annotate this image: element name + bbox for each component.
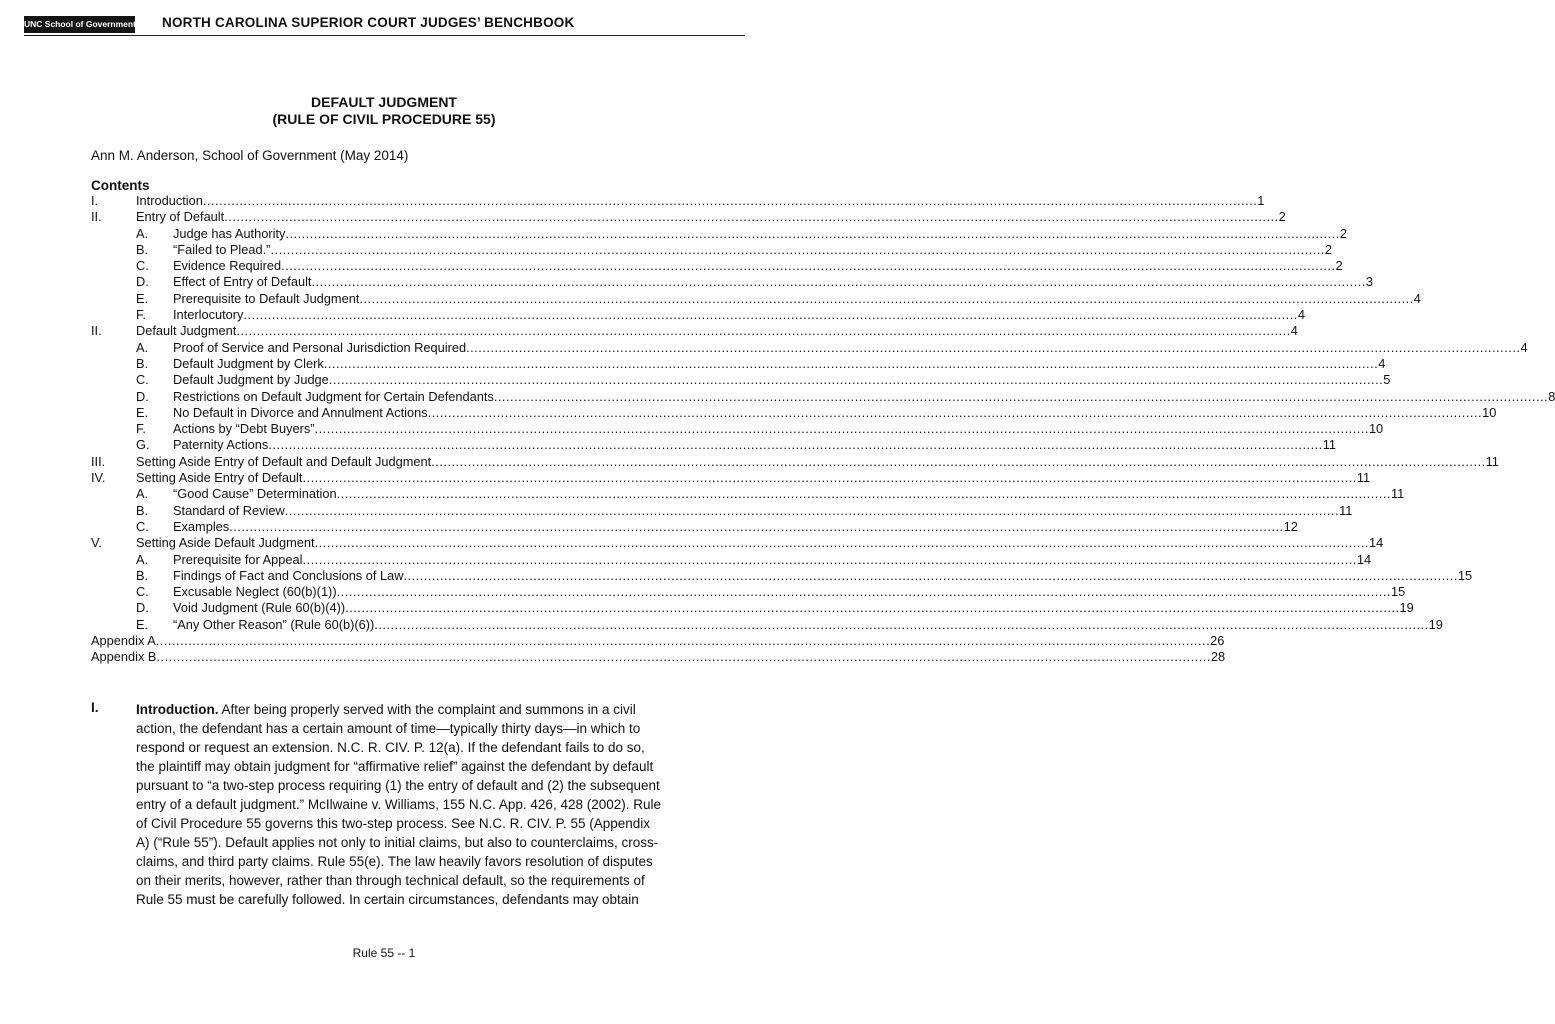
section-heading: Introduction. xyxy=(136,702,219,717)
paragraph-line xyxy=(136,776,681,795)
toc-entry-page: 2 xyxy=(1278,209,1286,225)
toc-entry-number: F. xyxy=(136,307,146,323)
paragraph-line-text: Rule 55 must be carefully followed. In certain circumstances, defendants may obtain xyxy=(136,892,639,907)
paragraph-line xyxy=(136,700,681,719)
toc-entry-page: 28 xyxy=(1210,649,1226,665)
toc-entry-number: IV. xyxy=(91,470,106,486)
toc-entry-title: Paternity Actions xyxy=(173,437,269,453)
toc-entry-title: Default Judgment xyxy=(136,323,237,339)
toc-entry-title: Findings of Fact and Conclusions of Law xyxy=(173,567,404,583)
toc-entry-page: 1 xyxy=(1257,193,1265,208)
toc-entry-title: Effect of Entry of Default xyxy=(173,274,312,290)
toc-entry-number: II. xyxy=(91,209,102,225)
toc-dot-leader: .................................................................................................................................................................................................................................................................... xyxy=(466,339,1521,355)
toc-entry-page: 11 xyxy=(1391,486,1405,502)
toc-entry-page: 14 xyxy=(1356,551,1372,567)
toc-entry-number: A. xyxy=(136,225,149,241)
toc-entry-number: D. xyxy=(136,274,149,290)
toc-entry-page: 4 xyxy=(1413,290,1421,306)
toc-dot-leader: .................................................................................................................................................................................................................................................................... xyxy=(243,307,1298,323)
toc-entry-title: Setting Aside Default Judgment xyxy=(136,535,315,551)
paragraph-line xyxy=(136,738,681,757)
toc-entry-number: A. xyxy=(136,486,149,502)
toc-entry-number: C. xyxy=(136,584,149,600)
toc-dot-leader: .................................................................................................................................................................................................................................................................... xyxy=(403,567,1458,583)
toc-dot-leader: .................................................................................................................................................................................................................................................................... xyxy=(336,584,1391,600)
toc-entry-number: III. xyxy=(91,453,106,469)
toc-entry-title: Default Judgment by Judge xyxy=(173,372,329,388)
toc-entry-page: 10 xyxy=(1482,404,1497,420)
paragraph-line xyxy=(136,833,681,852)
toc-entry-title: Appendix A xyxy=(91,633,156,649)
toc-entry-title: “Any Other Reason” (Rule 60(b)(6)) xyxy=(173,616,375,632)
section-number: I. xyxy=(91,700,99,715)
toc-entry xyxy=(0,518,1298,535)
paragraph-line xyxy=(136,852,681,871)
toc-entry-title: Excusable Neglect (60(b)(1)) xyxy=(173,584,337,600)
toc-entry xyxy=(0,421,1384,437)
toc-entry-number: C. xyxy=(136,518,149,534)
paragraph-line xyxy=(136,719,681,738)
toc-entry-number: B. xyxy=(136,567,149,583)
toc-dot-leader: .................................................................................................................................................................................................................................................................... xyxy=(323,355,1379,371)
toc-dot-leader: .................................................................................................................................................................................................................................................................... xyxy=(302,470,1357,486)
paragraph-line xyxy=(136,757,681,776)
toc-entry xyxy=(0,404,1497,421)
page-footer: Rule 55 -- 1 xyxy=(352,946,416,960)
toc-entry-page: 19 xyxy=(1428,616,1443,632)
toc-entry-page: 4 xyxy=(1378,355,1386,371)
paragraph-line-text: After being properly served with the complaint and summons in a civil xyxy=(221,702,636,717)
toc-entry xyxy=(0,193,1265,209)
toc-dot-leader: .................................................................................................................................................................................................................................................................... xyxy=(311,274,1366,290)
toc-entry-title: Setting Aside Entry of Default and Default Judgment xyxy=(136,453,432,469)
toc-entry xyxy=(0,290,1421,307)
toc-entry xyxy=(0,567,1473,584)
toc-entry xyxy=(0,551,1372,568)
toc-entry xyxy=(0,437,1337,453)
toc-entry xyxy=(0,502,1353,519)
paragraph-line xyxy=(136,890,681,909)
toc-entry-title: “Failed to Plead.” xyxy=(173,241,271,257)
toc-entry xyxy=(0,355,1386,372)
toc-entry-page: 8 xyxy=(1548,388,1555,404)
toc-entry-page: 4 xyxy=(1520,339,1528,355)
paragraph-line xyxy=(136,814,681,833)
toc-dot-leader: .................................................................................................................................................................................................................................................................... xyxy=(155,633,1211,649)
toc-entry xyxy=(0,535,1384,551)
toc-entry-page: 2 xyxy=(1339,225,1347,241)
toc-dot-leader: .................................................................................................................................................................................................................................................................... xyxy=(314,421,1369,437)
toc-entry-title: Entry of Default xyxy=(136,209,225,225)
toc-dot-leader: .................................................................................................................................................................................................................................................................... xyxy=(202,193,1258,208)
paragraph-line-text: of Civil Procedure 55 governs this two-step process. See N.C. R. CIV. P. 55 (Appendix xyxy=(136,816,651,831)
paragraph-line-text: on their merits, however, rather than through technical default, so the requirements of xyxy=(136,873,645,888)
toc-entry xyxy=(0,633,1225,649)
header-divider xyxy=(24,35,745,36)
toc-entry-number: G. xyxy=(136,437,150,453)
toc-entry-page: 11 xyxy=(1339,502,1353,518)
toc-entry xyxy=(0,258,1343,274)
toc-dot-leader: .................................................................................................................................................................................................................................................................... xyxy=(359,290,1414,306)
toc-dot-leader: .................................................................................................................................................................................................................................................................... xyxy=(268,437,1323,453)
toc-entry-number: A. xyxy=(136,339,149,355)
document-title: DEFAULT JUDGMENT xyxy=(311,94,457,110)
toc-entry-title: Evidence Required xyxy=(173,258,282,274)
toc-dot-leader: .................................................................................................................................................................................................................................................................... xyxy=(374,616,1429,632)
contents-heading: Contents xyxy=(91,178,150,193)
toc-entry-title: No Default in Divorce and Annulment Actions xyxy=(173,404,428,420)
toc-entry-title: Setting Aside Entry of Default xyxy=(136,470,303,486)
toc-entry-title: Examples xyxy=(173,518,230,534)
toc-entry-number: F. xyxy=(136,421,146,437)
benchbook-title: NORTH CAROLINA SUPERIOR COURT JUDGES’ BENCHBOOK xyxy=(162,15,575,30)
toc-entry-title: “Good Cause” Determination xyxy=(173,486,337,502)
toc-entry-number: B. xyxy=(136,355,149,371)
paragraph-line-text: entry of a default judgment.” McIlwaine v. Williams, 155 N.C. App. 426, 428 (2002). Rule xyxy=(136,797,662,812)
toc-entry xyxy=(0,388,1555,405)
toc-entry xyxy=(0,486,1405,502)
toc-entry-title: Proof of Service and Personal Jurisdiction Required xyxy=(173,339,467,355)
toc-entry-number: I. xyxy=(91,193,99,208)
toc-entry-title: Standard of Review xyxy=(173,502,285,518)
toc-entry-title: Prerequisite for Appeal xyxy=(173,551,303,567)
toc-entry-number: E. xyxy=(136,404,149,420)
toc-entry xyxy=(0,453,1499,470)
paragraph-line xyxy=(136,871,681,890)
toc-entry-title: Void Judgment (Rule 60(b)(4)) xyxy=(173,600,346,616)
toc-entry-number: B. xyxy=(136,241,149,257)
toc-entry-page: 3 xyxy=(1365,274,1373,290)
toc-entry-number: V. xyxy=(91,535,102,551)
toc-entry-number: B. xyxy=(136,502,149,518)
toc-dot-leader: .................................................................................................................................................................................................................................................................... xyxy=(270,241,1325,257)
toc-entry-title: Default Judgment by Clerk xyxy=(173,355,324,371)
unc-school-of-government-logo: UNC School of Government xyxy=(24,16,135,33)
toc-dot-leader: .................................................................................................................................................................................................................................................................... xyxy=(328,372,1384,388)
toc-entry-title: Judge has Authority xyxy=(173,225,286,241)
toc-dot-leader: .................................................................................................................................................................................................................................................................... xyxy=(284,502,1340,518)
toc-dot-leader: .................................................................................................................................................................................................................................................................... xyxy=(224,209,1279,225)
toc-entry-number: C. xyxy=(136,258,149,274)
toc-dot-leader: .................................................................................................................................................................................................................................................................... xyxy=(431,453,1486,469)
toc-entry xyxy=(0,225,1347,242)
toc-entry xyxy=(0,649,1226,665)
toc-dot-leader: .................................................................................................................................................................................................................................................................... xyxy=(236,323,1291,339)
toc-entry xyxy=(0,470,1371,486)
toc-dot-leader: .................................................................................................................................................................................................................................................................... xyxy=(345,600,1400,616)
toc-entry xyxy=(0,339,1528,356)
toc-entry-page: 5 xyxy=(1383,372,1391,388)
toc-dot-leader: .................................................................................................................................................................................................................................................................... xyxy=(336,486,1391,502)
toc-entry-title: Restrictions on Default Judgment for Certain Defendants xyxy=(173,388,494,404)
toc-dot-leader: .................................................................................................................................................................................................................................................................... xyxy=(302,551,1357,567)
toc-entry xyxy=(0,323,1298,339)
toc-dot-leader: .................................................................................................................................................................................................................................................................... xyxy=(314,535,1369,551)
paragraph-line xyxy=(136,795,681,814)
document-subtitle: (RULE OF CIVIL PROCEDURE 55) xyxy=(272,111,496,127)
toc-entry-page: 2 xyxy=(1335,258,1343,274)
toc-dot-leader: .................................................................................................................................................................................................................................................................... xyxy=(285,225,1340,241)
toc-dot-leader: .................................................................................................................................................................................................................................................................... xyxy=(493,388,1549,404)
toc-entry xyxy=(0,372,1391,388)
toc-entry-page: 2 xyxy=(1324,241,1332,257)
paragraph-line-text: claims, and third party claims. Rule 55(e). The law heavily favors resolution of disputes xyxy=(136,854,653,869)
toc-entry xyxy=(0,307,1305,323)
toc-entry-number: A. xyxy=(136,551,149,567)
toc-entry-page: 11 xyxy=(1356,470,1371,486)
toc-entry-page: 10 xyxy=(1368,421,1384,437)
toc-entry xyxy=(0,274,1373,290)
paragraph-line-text: the plaintiff may obtain judgment for “affirmative relief” against the defendant by default xyxy=(136,759,654,774)
paragraph-line-text: action, the defendant has a certain amount of time—typically thirty days—in which to xyxy=(136,721,641,736)
toc-dot-leader: .................................................................................................................................................................................................................................................................... xyxy=(281,258,1336,274)
toc-entry-page: 15 xyxy=(1457,567,1473,583)
toc-entry-number: C. xyxy=(136,372,149,388)
toc-entry-page: 15 xyxy=(1391,584,1406,600)
toc-dot-leader: .................................................................................................................................................................................................................................................................... xyxy=(156,649,1211,665)
author-line: Ann M. Anderson, School of Government (May 2014) xyxy=(91,148,409,163)
toc-entry-title: Interlocutory xyxy=(173,307,244,323)
toc-entry xyxy=(0,209,1286,225)
table-of-contents xyxy=(0,193,1555,666)
toc-entry-page: 11 xyxy=(1322,437,1337,453)
toc-entry-number: II. xyxy=(91,323,102,339)
paragraph-line-text: A) (“Rule 55”). Default applies not only to initial claims, but also to counterclaims, cross- xyxy=(136,835,659,850)
toc-entry-page: 11 xyxy=(1485,453,1499,469)
paragraph-line-text: pursuant to “a two-step process requiring (1) the entry of default and (2) the subsequent xyxy=(136,778,660,793)
toc-entry-page: 14 xyxy=(1368,535,1384,551)
toc-dot-leader: .................................................................................................................................................................................................................................................................... xyxy=(427,404,1483,420)
page-header xyxy=(24,14,744,36)
toc-entry xyxy=(0,584,1406,600)
toc-entry-page: 12 xyxy=(1283,518,1298,534)
toc-entry-title: Appendix B xyxy=(91,649,157,665)
toc-entry-number: D. xyxy=(136,600,149,616)
toc-entry-page: 26 xyxy=(1210,633,1225,649)
toc-entry-title: Actions by “Debt Buyers” xyxy=(173,421,315,437)
toc-entry-number: E. xyxy=(136,616,149,632)
toc-dot-leader: .................................................................................................................................................................................................................................................................... xyxy=(229,518,1284,534)
toc-entry-number: E. xyxy=(136,290,149,306)
toc-entry-page: 19 xyxy=(1399,600,1414,616)
introduction-paragraph xyxy=(136,700,681,909)
toc-entry-title: Prerequisite to Default Judgment xyxy=(173,290,360,306)
toc-entry xyxy=(0,241,1332,258)
toc-entry-number: D. xyxy=(136,388,149,404)
toc-entry xyxy=(0,616,1443,633)
toc-entry xyxy=(0,600,1414,616)
toc-entry-title: Introduction xyxy=(136,193,203,208)
toc-entry-page: 4 xyxy=(1290,323,1298,339)
toc-entry-page: 4 xyxy=(1297,307,1305,323)
paragraph-line-text: respond or request an extension. N.C. R. CIV. P. 12(a). If the defendant fails to do so, xyxy=(136,740,645,755)
